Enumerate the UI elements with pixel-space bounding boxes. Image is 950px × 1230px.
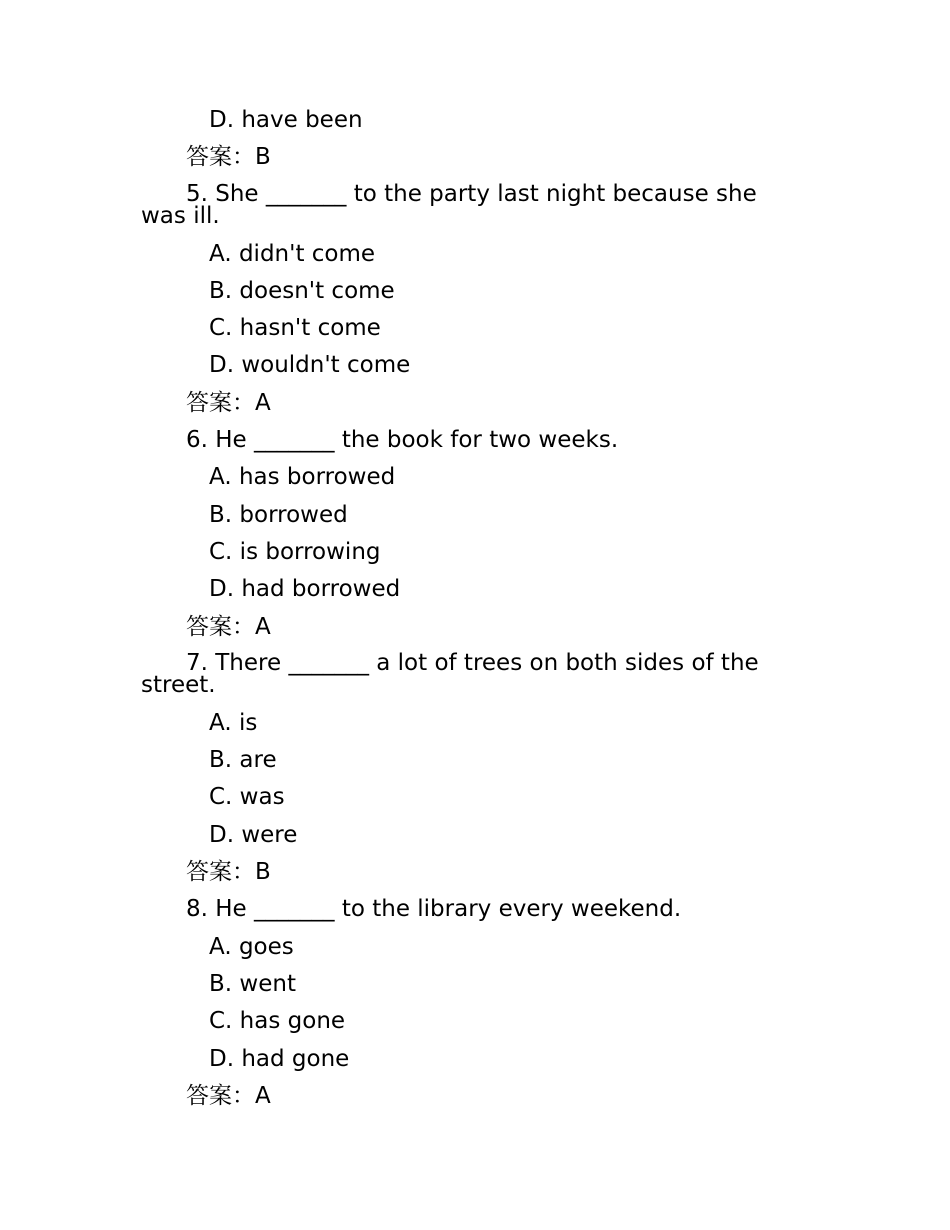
option-line: B. borrowed — [209, 501, 348, 528]
option-line: C. was — [209, 784, 285, 811]
answer-line: 答案：A — [186, 613, 271, 640]
option-line: B. went — [209, 970, 296, 997]
answer-line: 答案：B — [186, 144, 271, 171]
option-line: D. have been — [209, 107, 363, 133]
option-line: A. is — [209, 709, 258, 736]
option-line: D. had gone — [209, 1045, 350, 1072]
document-content — [141, 102, 781, 1115]
question-block — [141, 891, 781, 1115]
answer-line: 答案：A — [186, 389, 271, 416]
question-block — [141, 646, 781, 891]
question-text: 7. There _______ a lot of trees on both sides of the street. — [141, 649, 759, 698]
option-line: D. were — [209, 821, 298, 848]
option-line: A. has borrowed — [209, 464, 396, 491]
option-line: A. didn't come — [209, 240, 376, 267]
option-line: B. doesn't come — [209, 277, 395, 304]
option-line: D. had borrowed — [209, 576, 401, 603]
answer-line: 答案：A — [186, 1082, 271, 1109]
question-block — [141, 177, 781, 422]
question-text: 6. He _______ the book for two weeks. — [186, 427, 619, 454]
option-line: C. hasn't come — [209, 315, 381, 342]
question-text: 5. She _______ to the party last night because she was ill. — [141, 180, 757, 229]
option-line: C. is borrowing — [209, 538, 381, 565]
option-line: C. has gone — [209, 1008, 346, 1035]
question-text: 8. He _______ to the library every weekend. — [186, 896, 682, 923]
option-line: D. wouldn't come — [209, 352, 411, 379]
option-line: A. goes — [209, 933, 294, 960]
answer-line: 答案：B — [186, 859, 271, 886]
option-line: B. are — [209, 747, 277, 774]
question-block — [141, 422, 781, 646]
